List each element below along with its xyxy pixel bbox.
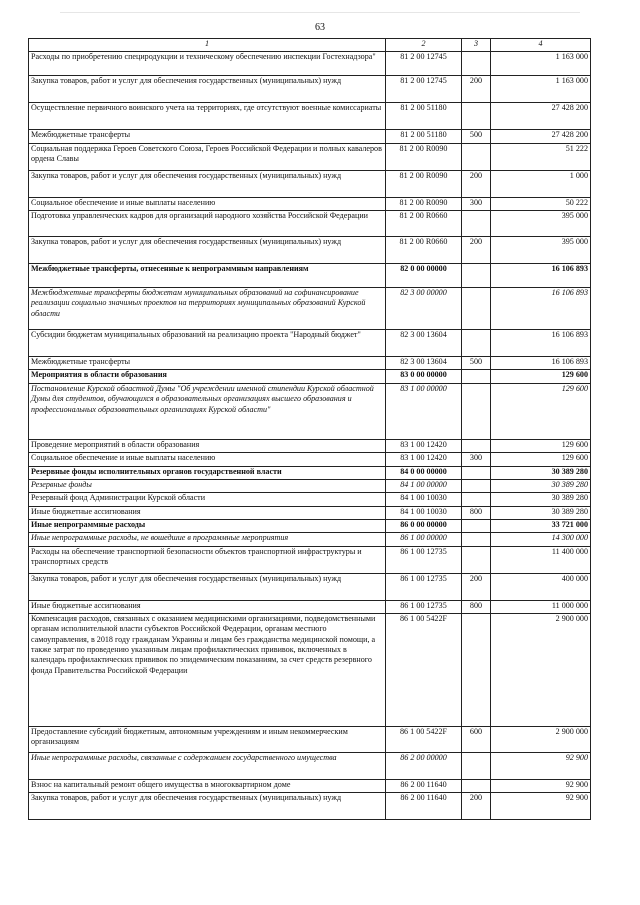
row-name-cell: Закупка товаров, работ и услуг для обеспечения государственных (муниципальных) нужд [29,573,386,600]
row-name-cell: Резервные фонды [29,479,386,492]
row-amount-cell: 1 163 000 [491,52,591,76]
row-expense-type-cell [462,264,491,288]
row-code-cell: 81 2 00 R0660 [386,211,462,237]
row-code-cell: 81 2 00 51180 [386,130,462,143]
row-name-cell: Закупка товаров, работ и услуг для обеспечения государственных (муниципальных) нужд [29,793,386,820]
row-amount-cell: 11 400 000 [491,546,591,573]
table-row [29,600,591,613]
table-row [29,439,591,452]
column-number: 1 [29,39,386,52]
row-code-cell: 84 1 00 10030 [386,506,462,519]
row-amount-cell: 92 900 [491,793,591,820]
table-row [29,52,591,76]
table-row [29,727,591,753]
row-code-cell: 86 1 00 5422F [386,614,462,727]
row-amount-cell: 129 600 [491,453,591,466]
column-number-row [29,39,591,52]
row-code-cell: 82 3 00 00000 [386,288,462,330]
row-name-cell: Субсидии бюджетам муниципальных образований на реализацию проекта "Народный бюджет" [29,330,386,357]
row-amount-cell: 16 106 893 [491,264,591,288]
row-amount-cell: 27 428 200 [491,130,591,143]
row-code-cell: 83 0 00 00000 [386,370,462,383]
row-name-cell: Иные непрограммные расходы, связанные с содержанием государственного имущества [29,753,386,780]
row-expense-type-cell: 200 [462,573,491,600]
row-expense-type-cell [462,753,491,780]
table-row [29,288,591,330]
row-name-cell: Иные непрограммные расходы, не вошедшие в программные мероприятия [29,533,386,546]
row-amount-cell: 129 600 [491,439,591,452]
row-name-cell: Социальная поддержка Героев Советского Союза, Героев Российской Федерации и полных кавалеров ордена Славы [29,143,386,170]
row-code-cell: 86 2 00 00000 [386,753,462,780]
row-name-cell: Компенсация расходов, связанных с оказанием медицинскими организациями, подведомственными органам исполнительной власти субъектов Российской Федерации, органам местного самоуправления, в 2018 году гражданам Украины и лицам без гражданства медицинской помощи, а также затрат по проведению указанным лицам профилактических прививок, включенных в календарь профилактических прививок по эпидемическим показаниям, за счет средств резервного фонда Правительства Российской Федерации [29,614,386,727]
row-amount-cell: 2 900 000 [491,727,591,753]
table-row [29,506,591,519]
table-row [29,370,591,383]
column-number: 4 [491,39,591,52]
row-amount-cell: 400 000 [491,573,591,600]
table-row [29,793,591,820]
row-name-cell: Проведение мероприятий в области образования [29,439,386,452]
row-code-cell: 81 2 00 R0090 [386,197,462,210]
row-code-cell: 81 2 00 51180 [386,103,462,130]
row-amount-cell: 30 389 280 [491,493,591,506]
table-row [29,237,591,264]
table-row [29,130,591,143]
row-expense-type-cell [462,533,491,546]
row-expense-type-cell [462,370,491,383]
row-name-cell: Межбюджетные трансферты [29,130,386,143]
row-expense-type-cell: 200 [462,237,491,264]
row-code-cell: 86 1 00 12735 [386,546,462,573]
row-amount-cell: 14 300 000 [491,533,591,546]
row-expense-type-cell [462,330,491,357]
row-expense-type-cell: 300 [462,453,491,466]
row-name-cell: Социальное обеспечение и иные выплаты населению [29,197,386,210]
table-row [29,780,591,793]
row-expense-type-cell [462,439,491,452]
table-row [29,143,591,170]
row-amount-cell: 92 900 [491,780,591,793]
row-code-cell: 84 0 00 00000 [386,466,462,479]
row-code-cell: 86 2 00 11640 [386,793,462,820]
row-amount-cell: 30 389 280 [491,506,591,519]
row-expense-type-cell [462,211,491,237]
row-name-cell: Закупка товаров, работ и услуг для обеспечения государственных (муниципальных) нужд [29,170,386,197]
row-expense-type-cell [462,288,491,330]
row-name-cell: Осуществление первичного воинского учета на территориях, где отсутствуют военные комиссариаты [29,103,386,130]
row-amount-cell: 129 600 [491,370,591,383]
row-amount-cell: 50 222 [491,197,591,210]
row-expense-type-cell [462,546,491,573]
row-code-cell: 86 2 00 11640 [386,780,462,793]
row-amount-cell: 2 900 000 [491,614,591,727]
row-name-cell: Иные бюджетные ассигнования [29,506,386,519]
row-amount-cell: 51 222 [491,143,591,170]
row-name-cell: Постановление Курской областной Думы "Об учреждении именной стипендии Курской областной Думы для студентов, обучающихся в образовательных организациях высшего образования и профессиональных образовательных организациях Курской области" [29,383,386,439]
row-amount-cell: 16 106 893 [491,330,591,357]
row-amount-cell: 1 000 [491,170,591,197]
row-code-cell: 86 1 00 5422F [386,727,462,753]
row-code-cell: 86 1 00 12735 [386,573,462,600]
table-row [29,493,591,506]
row-code-cell: 82 3 00 13604 [386,357,462,370]
table-row [29,170,591,197]
row-expense-type-cell: 800 [462,506,491,519]
row-code-cell: 82 3 00 13604 [386,330,462,357]
table-row [29,573,591,600]
row-name-cell: Закупка товаров, работ и услуг для обеспечения государственных (муниципальных) нужд [29,76,386,103]
row-amount-cell: 129 600 [491,383,591,439]
row-amount-cell: 395 000 [491,237,591,264]
table-row [29,614,591,727]
table-row [29,357,591,370]
budget-table-body [29,39,591,820]
row-expense-type-cell: 200 [462,793,491,820]
row-expense-type-cell [462,780,491,793]
table-row [29,453,591,466]
column-number: 2 [386,39,462,52]
row-code-cell: 83 1 00 12420 [386,453,462,466]
table-row [29,533,591,546]
row-name-cell: Взнос на капитальный ремонт общего имущества в многоквартирном доме [29,780,386,793]
row-expense-type-cell: 500 [462,357,491,370]
table-row [29,753,591,780]
row-expense-type-cell [462,466,491,479]
row-code-cell: 81 2 00 12745 [386,76,462,103]
row-name-cell: Мероприятия в области образования [29,370,386,383]
column-number: 3 [462,39,491,52]
row-expense-type-cell: 500 [462,130,491,143]
row-amount-cell: 1 163 000 [491,76,591,103]
table-row [29,264,591,288]
row-amount-cell: 92 900 [491,753,591,780]
row-name-cell: Межбюджетные трансферты бюджетам муниципальных образований на софинансирование реализации социально значимых проектов на территориях муниципальных образований Курской области [29,288,386,330]
table-row [29,76,591,103]
table-row [29,211,591,237]
row-amount-cell: 33 721 000 [491,519,591,532]
table-row [29,546,591,573]
row-name-cell: Закупка товаров, работ и услуг для обеспечения государственных (муниципальных) нужд [29,237,386,264]
budget-table [28,38,591,820]
row-expense-type-cell [462,493,491,506]
table-row [29,466,591,479]
row-expense-type-cell [462,614,491,727]
row-amount-cell: 16 106 893 [491,288,591,330]
row-code-cell: 83 1 00 00000 [386,383,462,439]
row-name-cell: Социальное обеспечение и иные выплаты населению [29,453,386,466]
row-expense-type-cell: 200 [462,76,491,103]
row-name-cell: Межбюджетные трансферты [29,357,386,370]
row-code-cell: 81 2 00 R0660 [386,237,462,264]
row-code-cell: 86 1 00 00000 [386,533,462,546]
row-name-cell: Расходы по приобретению специродукции и техническому обеспечению инспекции Гостехнадзора" [29,52,386,76]
row-expense-type-cell: 300 [462,197,491,210]
row-amount-cell: 11 000 000 [491,600,591,613]
row-code-cell: 81 2 00 R0090 [386,170,462,197]
row-code-cell: 83 1 00 12420 [386,439,462,452]
row-code-cell: 86 0 00 00000 [386,519,462,532]
row-name-cell: Резервный фонд Администрации Курской области [29,493,386,506]
row-amount-cell: 27 428 200 [491,103,591,130]
row-name-cell: Иные бюджетные ассигнования [29,600,386,613]
row-expense-type-cell [462,103,491,130]
row-code-cell: 84 1 00 00000 [386,479,462,492]
row-name-cell: Межбюджетные трансферты, отнесенные к непрограммным направлениям [29,264,386,288]
row-code-cell: 84 1 00 10030 [386,493,462,506]
row-code-cell: 81 2 00 12745 [386,52,462,76]
row-expense-type-cell: 200 [462,170,491,197]
scan-mark-top [60,12,580,13]
table-row [29,330,591,357]
table-row [29,383,591,439]
row-name-cell: Резервные фонды исполнительных органов государственной власти [29,466,386,479]
row-code-cell: 81 2 00 R0090 [386,143,462,170]
row-expense-type-cell [462,519,491,532]
table-row [29,103,591,130]
row-code-cell: 82 0 00 00000 [386,264,462,288]
row-name-cell: Подготовка управленческих кадров для организаций народного хозяйства Российской Федерации [29,211,386,237]
table-row [29,519,591,532]
page-number: 63 [315,22,325,33]
row-expense-type-cell: 600 [462,727,491,753]
row-amount-cell: 16 106 893 [491,357,591,370]
row-expense-type-cell: 800 [462,600,491,613]
row-amount-cell: 30 389 280 [491,466,591,479]
row-name-cell: Предоставление субсидий бюджетным, автономным учреждениям и иным некоммерческим организациям [29,727,386,753]
row-expense-type-cell [462,479,491,492]
table-row [29,479,591,492]
table-row [29,197,591,210]
row-expense-type-cell [462,143,491,170]
row-amount-cell: 30 389 280 [491,479,591,492]
row-expense-type-cell [462,52,491,76]
row-code-cell: 86 1 00 12735 [386,600,462,613]
row-name-cell: Расходы на обеспечение транспортной безопасности объектов транспортной инфраструктуры и транспортных средств [29,546,386,573]
row-amount-cell: 395 000 [491,211,591,237]
row-expense-type-cell [462,383,491,439]
row-name-cell: Иные непрограммные расходы [29,519,386,532]
